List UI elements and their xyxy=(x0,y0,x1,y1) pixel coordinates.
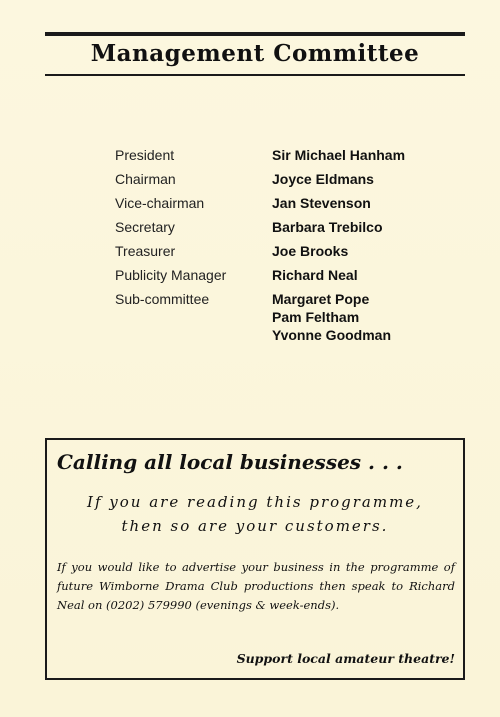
committee-names xyxy=(272,242,435,260)
committee-member: Richard Neal xyxy=(272,267,358,283)
advert-box xyxy=(45,438,465,680)
committee-names xyxy=(272,194,435,212)
committee-row xyxy=(115,146,435,164)
committee-member: Joyce Eldmans xyxy=(272,171,374,187)
committee-row xyxy=(115,194,435,212)
committee-member: Yvonne Goodman xyxy=(272,327,392,343)
committee-names xyxy=(272,266,435,284)
committee-role: Sub-committee xyxy=(115,291,210,307)
committee-row xyxy=(115,170,435,188)
committee-row xyxy=(115,242,435,260)
committee-member: Jan Stevenson xyxy=(272,195,371,211)
advert-footer: Support local amateur theatre! xyxy=(236,651,455,666)
committee-role: Treasurer xyxy=(115,243,176,259)
committee-role: President xyxy=(115,147,175,163)
committee-role: Publicity Manager xyxy=(115,267,227,283)
committee-member: Pam Feltham xyxy=(272,309,360,325)
advert-main xyxy=(47,490,463,538)
committee-names xyxy=(272,170,435,188)
committee-role: Vice-chairman xyxy=(115,195,205,211)
committee-row xyxy=(115,290,435,344)
committee-role: Chairman xyxy=(115,171,176,187)
committee-member: Margaret Pope xyxy=(272,291,370,307)
committee-role: Secretary xyxy=(115,219,175,235)
committee-names xyxy=(272,146,435,164)
advert-body: If you would like to advertise your business in the programme of future Wimborne Drama Club productions then speak to Richard Neal on (0202) 579990 (evenings & week-ends). xyxy=(57,560,455,612)
committee-row xyxy=(115,218,435,236)
heading-band xyxy=(45,32,465,76)
committee-member: Sir Michael Hanham xyxy=(272,147,406,163)
advert-main-line: If you are reading this programme, xyxy=(87,493,423,511)
committee-names xyxy=(272,218,435,236)
committee-names xyxy=(272,290,435,344)
committee-row xyxy=(115,266,435,284)
advert-title: Calling all local businesses . . . xyxy=(57,450,403,474)
committee-list xyxy=(115,146,435,350)
committee-member: Barbara Trebilco xyxy=(272,219,383,235)
page-title: Management Committee xyxy=(90,40,420,67)
committee-member: Joe Brooks xyxy=(272,243,349,259)
advert-main-line: then so are your customers. xyxy=(121,517,389,535)
